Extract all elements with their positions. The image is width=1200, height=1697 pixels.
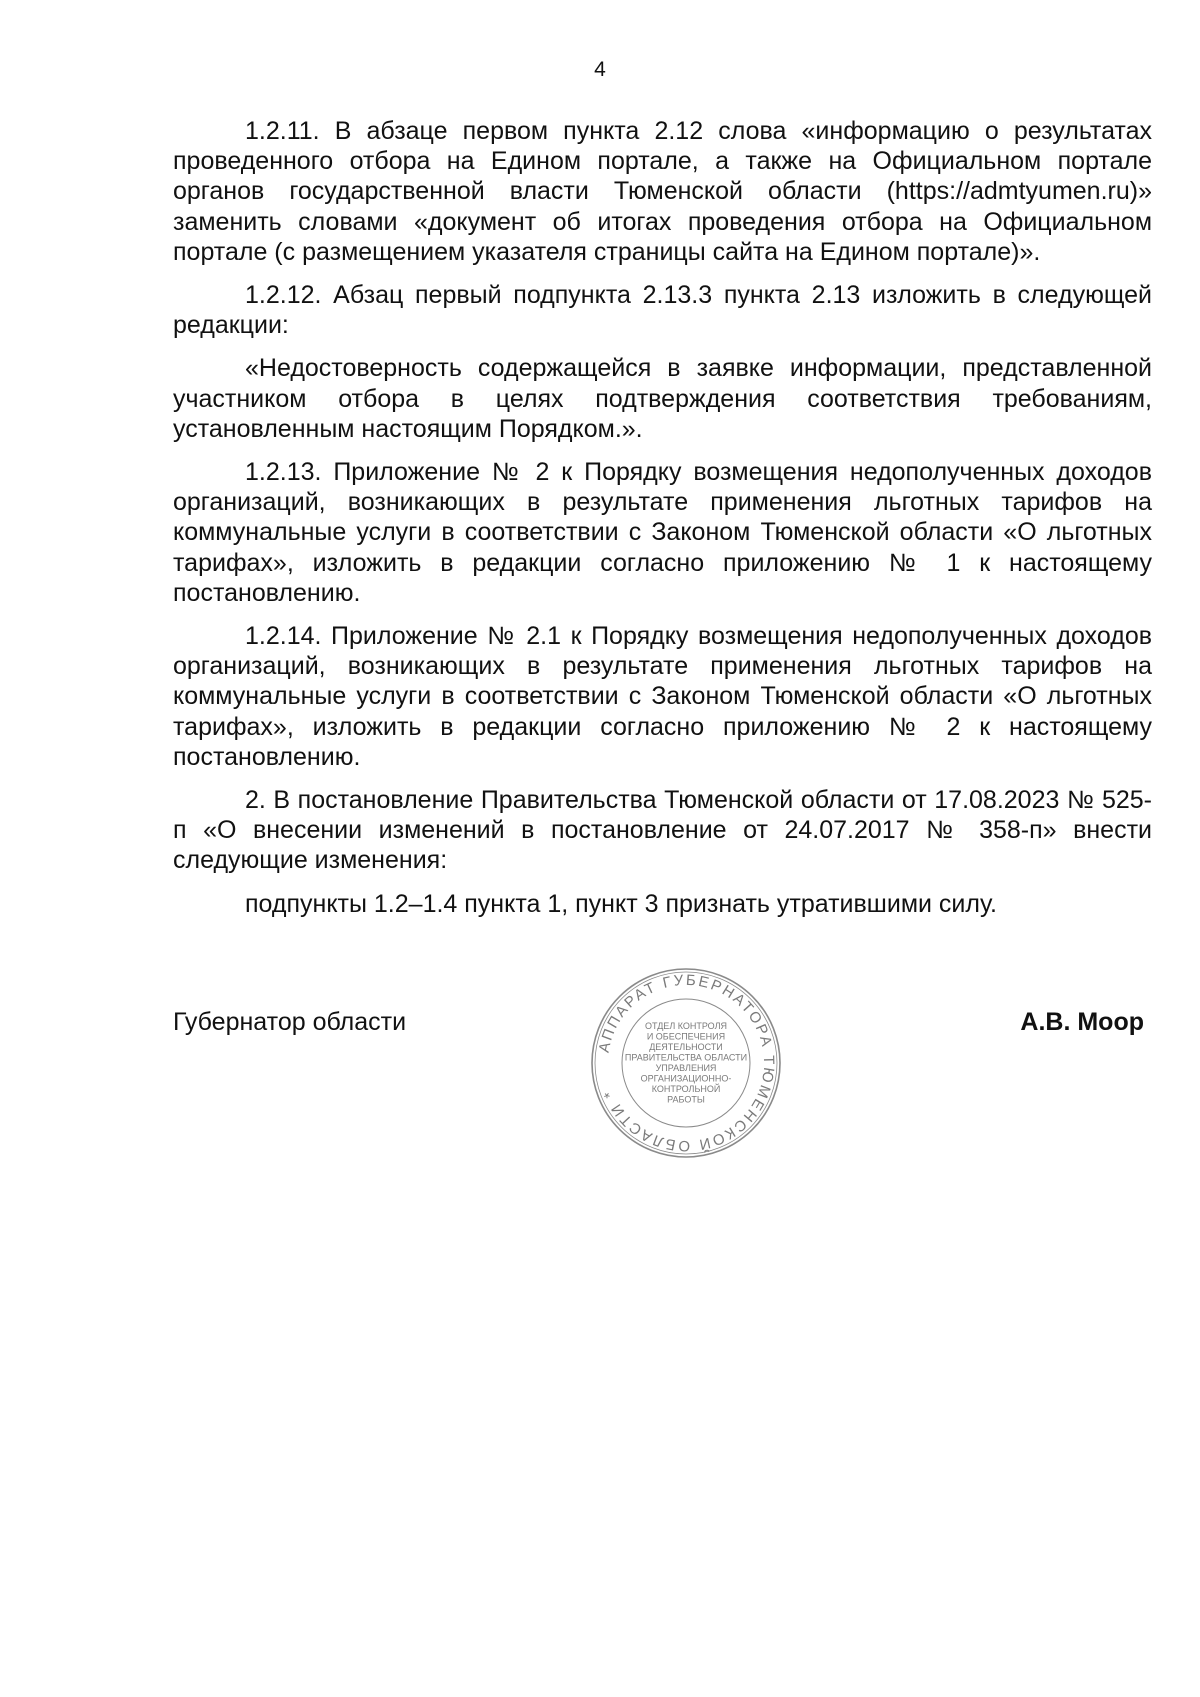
seal-inner-line: ОТДЕЛ КОНТРОЛЯ — [645, 1021, 727, 1031]
seal-inner-line: РАБОТЫ — [667, 1094, 705, 1105]
paragraph-2-detail: подпункты 1.2–1.4 пункта 1, пункт 3 признать утратившими силу. — [245, 889, 997, 918]
signature-position: Губернатор области — [173, 1008, 407, 1036]
signature-name: А.В. Моор — [1020, 1008, 1144, 1036]
paragraph-1-2-12: 1.2.12. Абзац первый подпункта 2.13.3 пункта 2.13 изложить в следующей редакции: — [173, 281, 1152, 340]
page-number: 4 — [594, 58, 606, 81]
paragraph-1-2-13: 1.2.13. Приложение № 2 к Порядку возмещения недополученных доходов организаций, возникающих в результате применения льготных тарифов на коммунальные услуги в соответствии с Законом Тюменской области «О льготных тарифах», изложить в редакции согласно приложению № 1 к настоящему постановлению. — [173, 458, 1152, 607]
seal-outer-text: АППАРАТ ГУБЕРНАТОРА ТЮМЕНСКОЙ ОБЛАСТИ * — [595, 971, 778, 1155]
seal-inner-line: ОРГАНИЗАЦИОННО- — [640, 1073, 732, 1084]
paragraph-1-2-11: 1.2.11. В абзаце первом пункта 2.12 слова «информацию о результатах проведенного отбора на Едином портале, а также на Официальном портале органов государственной власти Тюменской области (https://admtyumen.ru)» заменить словами «документ об итогах проведения отбора на Официальном портале (с размещением указателя страницы сайта на Едином портале)». — [173, 117, 1152, 266]
seal-inner-line: УПРАВЛЕНИЯ — [655, 1063, 717, 1073]
seal-inner-line: ДЕЯТЕЛЬНОСТИ — [649, 1042, 723, 1052]
seal-inner-line: И ОБЕСПЕЧЕНИЯ — [646, 1031, 726, 1042]
document-body — [173, 116, 1152, 932]
official-seal — [586, 963, 786, 1163]
paragraph-1-2-14: 1.2.14. Приложение № 2.1 к Порядку возмещения недополученных доходов организаций, возникающих в результате применения льготных тарифов на коммунальные услуги в соответствии с Законом Тюменской области «О льготных тарифах», изложить в редакции согласно приложению № 2 к настоящему постановлению. — [173, 622, 1152, 771]
seal-inner-line: ПРАВИТЕЛЬСТВА ОБЛАСТИ — [624, 1052, 748, 1063]
paragraph-2: 2. В постановление Правительства Тюменской области от 17.08.2023 № 525-п «О внесении изменений в постановление от 24.07.2017 № 358-п» внести следующие изменения: — [173, 786, 1152, 875]
paragraph-quote: «Недостоверность содержащейся в заявке информации, представленной участником отбора в целях подтверждения соответствия требованиям, установленным настоящим Порядком.». — [173, 354, 1152, 443]
seal-inner-line: КОНТРОЛЬНОЙ — [651, 1084, 721, 1094]
